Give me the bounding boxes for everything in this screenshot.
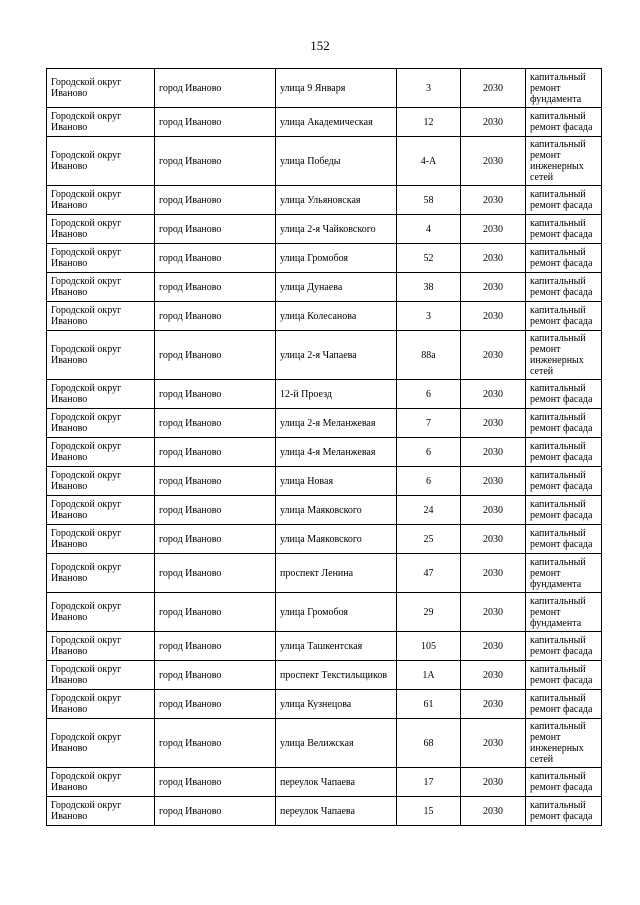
table-row	[47, 632, 602, 661]
street-cell: улица 2-я Меланжевая	[276, 409, 397, 438]
work-type-cell: капитальный ремонт фасада	[526, 215, 602, 244]
work-type-cell: капитальный ремонт инженерных сетей	[526, 719, 602, 768]
year-cell: 2030	[461, 525, 526, 554]
city-cell: город Иваново	[155, 69, 276, 108]
district-cell: Городской округ Иваново	[47, 69, 155, 108]
repair-schedule-table	[46, 68, 602, 826]
work-type-cell: капитальный ремонт фасада	[526, 438, 602, 467]
house-number-cell: 52	[397, 244, 461, 273]
year-cell: 2030	[461, 380, 526, 409]
street-cell: улица Дунаева	[276, 273, 397, 302]
district-cell: Городской округ Иваново	[47, 244, 155, 273]
district-cell: Городской округ Иваново	[47, 380, 155, 409]
district-cell: Городской округ Иваново	[47, 409, 155, 438]
house-number-cell: 3	[397, 302, 461, 331]
house-number-cell: 25	[397, 525, 461, 554]
district-cell: Городской округ Иваново	[47, 186, 155, 215]
work-type-cell: капитальный ремонт фундамента	[526, 593, 602, 632]
city-cell: город Иваново	[155, 273, 276, 302]
street-cell: улица Громобоя	[276, 244, 397, 273]
district-cell: Городской округ Иваново	[47, 797, 155, 826]
city-cell: город Иваново	[155, 409, 276, 438]
work-type-cell: капитальный ремонт фасада	[526, 661, 602, 690]
street-cell: переулок Чапаева	[276, 768, 397, 797]
district-cell: Городской округ Иваново	[47, 215, 155, 244]
street-cell: улица Ташкентская	[276, 632, 397, 661]
house-number-cell: 7	[397, 409, 461, 438]
work-type-cell: капитальный ремонт фасада	[526, 108, 602, 137]
table-row	[47, 525, 602, 554]
year-cell: 2030	[461, 244, 526, 273]
house-number-cell: 17	[397, 768, 461, 797]
city-cell: город Иваново	[155, 525, 276, 554]
house-number-cell: 1А	[397, 661, 461, 690]
work-type-cell: капитальный ремонт инженерных сетей	[526, 137, 602, 186]
table-row	[47, 69, 602, 108]
house-number-cell: 4-А	[397, 137, 461, 186]
house-number-cell: 6	[397, 467, 461, 496]
city-cell: город Иваново	[155, 186, 276, 215]
city-cell: город Иваново	[155, 496, 276, 525]
house-number-cell: 24	[397, 496, 461, 525]
table-row	[47, 331, 602, 380]
year-cell: 2030	[461, 593, 526, 632]
district-cell: Городской округ Иваново	[47, 525, 155, 554]
year-cell: 2030	[461, 302, 526, 331]
district-cell: Городской округ Иваново	[47, 768, 155, 797]
district-cell: Городской округ Иваново	[47, 593, 155, 632]
street-cell: улица Ульяновская	[276, 186, 397, 215]
house-number-cell: 61	[397, 690, 461, 719]
year-cell: 2030	[461, 768, 526, 797]
city-cell: город Иваново	[155, 632, 276, 661]
year-cell: 2030	[461, 137, 526, 186]
district-cell: Городской округ Иваново	[47, 554, 155, 593]
work-type-cell: капитальный ремонт фундамента	[526, 69, 602, 108]
district-cell: Городской округ Иваново	[47, 438, 155, 467]
year-cell: 2030	[461, 661, 526, 690]
street-cell: проспект Текстильщиков	[276, 661, 397, 690]
work-type-cell: капитальный ремонт фасада	[526, 380, 602, 409]
street-cell: улица Академическая	[276, 108, 397, 137]
street-cell: улица Новая	[276, 467, 397, 496]
work-type-cell: капитальный ремонт инженерных сетей	[526, 331, 602, 380]
table-row	[47, 302, 602, 331]
year-cell: 2030	[461, 797, 526, 826]
table-row	[47, 244, 602, 273]
work-type-cell: капитальный ремонт фасада	[526, 768, 602, 797]
work-type-cell: капитальный ремонт фасада	[526, 496, 602, 525]
city-cell: город Иваново	[155, 554, 276, 593]
street-cell: улица Победы	[276, 137, 397, 186]
year-cell: 2030	[461, 409, 526, 438]
street-cell: улица Кузнецова	[276, 690, 397, 719]
table-row	[47, 797, 602, 826]
table-row	[47, 273, 602, 302]
city-cell: город Иваново	[155, 690, 276, 719]
street-cell: переулок Чапаева	[276, 797, 397, 826]
year-cell: 2030	[461, 273, 526, 302]
house-number-cell: 68	[397, 719, 461, 768]
table-row	[47, 467, 602, 496]
house-number-cell: 6	[397, 438, 461, 467]
work-type-cell: капитальный ремонт фасада	[526, 186, 602, 215]
city-cell: город Иваново	[155, 797, 276, 826]
district-cell: Городской округ Иваново	[47, 302, 155, 331]
work-type-cell: капитальный ремонт фасада	[526, 525, 602, 554]
table-row	[47, 380, 602, 409]
table-row	[47, 690, 602, 719]
city-cell: город Иваново	[155, 661, 276, 690]
work-type-cell: капитальный ремонт фасада	[526, 302, 602, 331]
city-cell: город Иваново	[155, 108, 276, 137]
year-cell: 2030	[461, 719, 526, 768]
house-number-cell: 12	[397, 108, 461, 137]
street-cell: 12-й Проезд	[276, 380, 397, 409]
table-row	[47, 137, 602, 186]
street-cell: улица Маяковского	[276, 525, 397, 554]
city-cell: город Иваново	[155, 137, 276, 186]
page-number: 152	[310, 38, 330, 53]
district-cell: Городской округ Иваново	[47, 273, 155, 302]
district-cell: Городской округ Иваново	[47, 719, 155, 768]
work-type-cell: капитальный ремонт фасада	[526, 632, 602, 661]
street-cell: улица Громобоя	[276, 593, 397, 632]
table-row	[47, 409, 602, 438]
year-cell: 2030	[461, 186, 526, 215]
city-cell: город Иваново	[155, 331, 276, 380]
work-type-cell: капитальный ремонт фасада	[526, 244, 602, 273]
table-row	[47, 593, 602, 632]
year-cell: 2030	[461, 331, 526, 380]
district-cell: Городской округ Иваново	[47, 331, 155, 380]
city-cell: город Иваново	[155, 438, 276, 467]
table-row	[47, 186, 602, 215]
city-cell: город Иваново	[155, 380, 276, 409]
street-cell: улица Колесанова	[276, 302, 397, 331]
work-type-cell: капитальный ремонт фундамента	[526, 554, 602, 593]
year-cell: 2030	[461, 554, 526, 593]
house-number-cell: 6	[397, 380, 461, 409]
house-number-cell: 4	[397, 215, 461, 244]
table-row	[47, 438, 602, 467]
street-cell: улица 4-я Меланжевая	[276, 438, 397, 467]
work-type-cell: капитальный ремонт фасада	[526, 797, 602, 826]
street-cell: проспект Ленина	[276, 554, 397, 593]
city-cell: город Иваново	[155, 302, 276, 331]
district-cell: Городской округ Иваново	[47, 690, 155, 719]
work-type-cell: капитальный ремонт фасада	[526, 273, 602, 302]
table-row	[47, 496, 602, 525]
year-cell: 2030	[461, 467, 526, 496]
year-cell: 2030	[461, 438, 526, 467]
house-number-cell: 58	[397, 186, 461, 215]
district-cell: Городской округ Иваново	[47, 108, 155, 137]
street-cell: улица 2-я Чапаева	[276, 331, 397, 380]
year-cell: 2030	[461, 69, 526, 108]
house-number-cell: 38	[397, 273, 461, 302]
table-row	[47, 108, 602, 137]
district-cell: Городской округ Иваново	[47, 467, 155, 496]
district-cell: Городской округ Иваново	[47, 632, 155, 661]
city-cell: город Иваново	[155, 467, 276, 496]
house-number-cell: 105	[397, 632, 461, 661]
house-number-cell: 47	[397, 554, 461, 593]
year-cell: 2030	[461, 632, 526, 661]
table-row	[47, 719, 602, 768]
district-cell: Городской округ Иваново	[47, 661, 155, 690]
street-cell: улица 9 Января	[276, 69, 397, 108]
year-cell: 2030	[461, 690, 526, 719]
street-cell: улица 2-я Чайковского	[276, 215, 397, 244]
work-type-cell: капитальный ремонт фасада	[526, 690, 602, 719]
year-cell: 2030	[461, 108, 526, 137]
house-number-cell: 3	[397, 69, 461, 108]
table-row	[47, 215, 602, 244]
street-cell: улица Маяковского	[276, 496, 397, 525]
city-cell: город Иваново	[155, 244, 276, 273]
year-cell: 2030	[461, 215, 526, 244]
work-type-cell: капитальный ремонт фасада	[526, 409, 602, 438]
district-cell: Городской округ Иваново	[47, 137, 155, 186]
table-row	[47, 554, 602, 593]
city-cell: город Иваново	[155, 719, 276, 768]
year-cell: 2030	[461, 496, 526, 525]
work-type-cell: капитальный ремонт фасада	[526, 467, 602, 496]
district-cell: Городской округ Иваново	[47, 496, 155, 525]
street-cell: улица Велижская	[276, 719, 397, 768]
city-cell: город Иваново	[155, 768, 276, 797]
table-row	[47, 768, 602, 797]
city-cell: город Иваново	[155, 215, 276, 244]
house-number-cell: 29	[397, 593, 461, 632]
house-number-cell: 15	[397, 797, 461, 826]
house-number-cell: 88а	[397, 331, 461, 380]
table-row	[47, 661, 602, 690]
city-cell: город Иваново	[155, 593, 276, 632]
